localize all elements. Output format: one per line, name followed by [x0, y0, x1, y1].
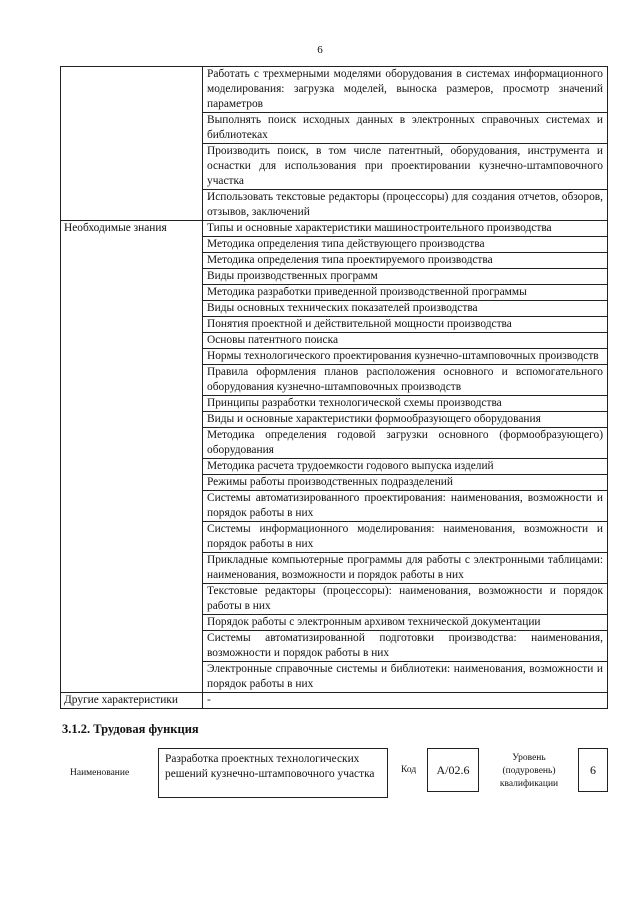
function-name-box: Разработка проектных технологических решений кузнечно-штамповочного участка [158, 748, 388, 798]
row-label [61, 67, 203, 221]
list-item: Режимы работы производственных подразделений [203, 475, 608, 491]
level-label: Уровень (подуровень) квалификации [499, 753, 559, 789]
function-code-box: A/02.6 [427, 748, 479, 792]
list-item: - [203, 693, 608, 709]
list-item: Виды основных технических показателей производства [203, 301, 608, 317]
list-item: Системы автоматизированного проектирования: наименования, возможности и порядок работы в них [203, 491, 608, 522]
knowledge-skills-table [60, 66, 608, 709]
list-item: Работать с трехмерными моделями оборудования в системах информационного моделирования: загрузка моделей, выноска размеров, просмотр значений параметров [203, 67, 608, 113]
list-item: Типы и основные характеристики машиностроительного производства [203, 221, 608, 237]
section-title: 3.1.2. Трудовая функция [62, 722, 199, 736]
table-row [61, 693, 608, 709]
list-item: Методика определения типа проектируемого производства [203, 253, 608, 269]
list-item: Методика расчета трудоемкости годового выпуска изделий [203, 459, 608, 475]
list-item: Методика определения годовой загрузки основного (формообразующего) оборудования [203, 428, 608, 459]
list-item: Методика определения типа действующего производства [203, 237, 608, 253]
page-number: 6 [317, 44, 323, 56]
list-item: Производить поиск, в том числе патентный, оборудования, инструмента и оснастки для использования при проектировании кузнечно-штамповочного участка [203, 144, 608, 190]
row-label: Другие характеристики [61, 693, 203, 709]
list-item: Порядок работы с электронным архивом технической документации [203, 615, 608, 631]
list-item: Правила оформления планов расположения основного и вспомогательного оборудования кузнечно-штамповочных производств [203, 365, 608, 396]
list-item: Текстовые редакторы (процессоры): наименования, возможности и порядок работы в них [203, 584, 608, 615]
table-row [61, 221, 608, 237]
list-item: Использовать текстовые редакторы (процессоры) для создания отчетов, обзоров, отзывов, заключений [203, 190, 608, 221]
list-item: Основы патентного поиска [203, 333, 608, 349]
list-item: Виды и основные характеристики формообразующего оборудования [203, 412, 608, 428]
row-label: Необходимые знания [61, 221, 203, 693]
list-item: Методика разработки приведенной производственной программы [203, 285, 608, 301]
list-item: Принципы разработки технологической схемы производства [203, 396, 608, 412]
list-item: Системы автоматизированной подготовки производства: наименования, возможности и порядок работы в них [203, 631, 608, 662]
list-item: Виды производственных программ [203, 269, 608, 285]
table-row [61, 67, 608, 113]
code-label: Код [401, 765, 417, 775]
list-item: Понятия проектной и действительной мощности производства [203, 317, 608, 333]
name-label: Наименование [70, 768, 130, 778]
list-item: Выполнять поиск исходных данных в электронных справочных системах и библиотеках [203, 113, 608, 144]
list-item: Электронные справочные системы и библиотеки: наименования, возможности и порядок работы в них [203, 662, 608, 693]
list-item: Прикладные компьютерные программы для работы с электронными таблицами: наименования, возможности и порядок работы в них [203, 553, 608, 584]
level-value-box: 6 [578, 748, 608, 792]
list-item: Системы информационного моделирования: наименования, возможности и порядок работы в них [203, 522, 608, 553]
list-item: Нормы технологического проектирования кузнечно-штамповочных производств [203, 349, 608, 365]
